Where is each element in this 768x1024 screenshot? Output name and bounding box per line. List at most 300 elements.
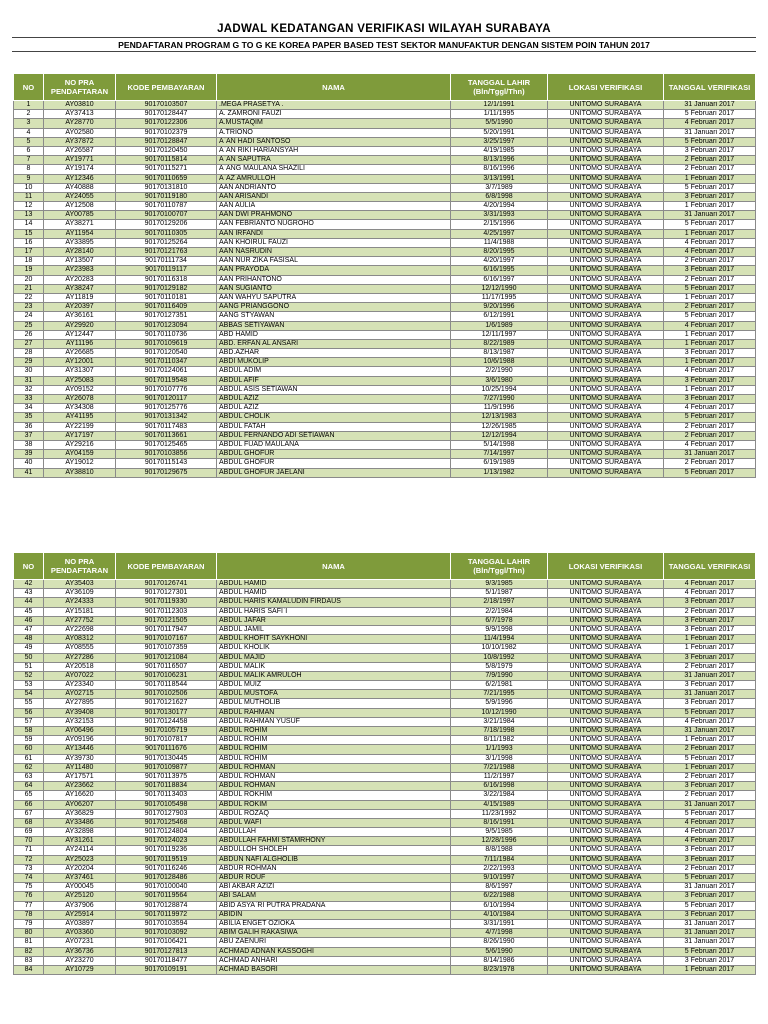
cell-tanggal-lahir: 1/13/1982 [451, 468, 548, 477]
cell-no-pra-pendaftaran: AY06496 [44, 727, 116, 736]
cell-tanggal-lahir: 3/7/1989 [451, 183, 548, 192]
cell-tanggal-verifikasi: 1 Februari 2017 [664, 358, 756, 367]
cell-tanggal-lahir: 6/19/1989 [451, 459, 548, 468]
cell-tanggal-verifikasi: 31 Januari 2017 [664, 101, 756, 110]
cell-no-pra-pendaftaran: AY20397 [44, 303, 116, 312]
cell-no-pra-pendaftaran: AY39730 [44, 754, 116, 763]
table-row [14, 101, 756, 110]
cell-tanggal-lahir: 8/6/1997 [451, 883, 548, 892]
cell-no: 24 [14, 312, 44, 321]
cell-no-pra-pendaftaran: AY15181 [44, 607, 116, 616]
cell-tanggal-verifikasi: 3 Februari 2017 [664, 846, 756, 855]
cell-kode-pembayaran: 90170124458 [116, 717, 217, 726]
cell-kode-pembayaran: 90170107359 [116, 644, 217, 653]
cell-kode-pembayaran: 90170126741 [116, 580, 217, 589]
cell-tanggal-verifikasi: 1 Februari 2017 [664, 385, 756, 394]
table-row [14, 367, 756, 376]
table-row [14, 450, 756, 459]
cell-kode-pembayaran: 90170110181 [116, 293, 217, 302]
cell-lokasi-verifikasi: UNITOMO SURABAYA [548, 358, 664, 367]
cell-lokasi-verifikasi: UNITOMO SURABAYA [548, 910, 664, 919]
cell-nama: ABDUL AZIZ [217, 395, 451, 404]
cell-no: 42 [14, 580, 44, 589]
cell-lokasi-verifikasi: UNITOMO SURABAYA [548, 965, 664, 974]
cell-nama: ABD.AZHAR [217, 349, 451, 358]
cell-tanggal-verifikasi: 3 Februari 2017 [664, 910, 756, 919]
cell-no-pra-pendaftaran: AY37461 [44, 874, 116, 883]
cell-kode-pembayaran: 90170128447 [116, 110, 217, 119]
cell-tanggal-verifikasi: 4 Februari 2017 [664, 404, 756, 413]
cell-nama: ABDUL JAMIL [217, 625, 451, 634]
cell-nama: ABDUL JAFAR [217, 616, 451, 625]
cell-no-pra-pendaftaran: AY36161 [44, 312, 116, 321]
cell-tanggal-lahir: 4/20/1994 [451, 202, 548, 211]
cell-no: 34 [14, 404, 44, 413]
cell-kode-pembayaran: 90170128847 [116, 137, 217, 146]
cell-tanggal-verifikasi: 1 Februari 2017 [664, 736, 756, 745]
cell-nama: AAN AULIA [217, 202, 451, 211]
table-row [14, 791, 756, 800]
table-row [14, 275, 756, 284]
cell-tanggal-verifikasi: 5 Februari 2017 [664, 901, 756, 910]
cell-tanggal-lahir: 5/6/1990 [451, 947, 548, 956]
cell-no-pra-pendaftaran: AY08312 [44, 635, 116, 644]
cell-no-pra-pendaftaran: AY13507 [44, 257, 116, 266]
cell-lokasi-verifikasi: UNITOMO SURABAYA [548, 717, 664, 726]
cell-lokasi-verifikasi: UNITOMO SURABAYA [548, 422, 664, 431]
cell-no-pra-pendaftaran: AY29216 [44, 440, 116, 449]
cell-no-pra-pendaftaran: AY32898 [44, 828, 116, 837]
cell-tanggal-lahir: 1/11/1995 [451, 110, 548, 119]
cell-tanggal-verifikasi: 4 Februari 2017 [664, 119, 756, 128]
cell-no: 12 [14, 202, 44, 211]
cell-lokasi-verifikasi: UNITOMO SURABAYA [548, 431, 664, 440]
cell-no: 54 [14, 690, 44, 699]
cell-nama: ABDULLOH SHOLEH [217, 846, 451, 855]
cell-no: 19 [14, 266, 44, 275]
cell-no-pra-pendaftaran: AY12508 [44, 202, 116, 211]
cell-no-pra-pendaftaran: AY17571 [44, 772, 116, 781]
cell-kode-pembayaran: 90170119564 [116, 892, 217, 901]
cell-tanggal-lahir: 11/17/1995 [451, 293, 548, 302]
cell-tanggal-lahir: 12/11/1997 [451, 330, 548, 339]
cell-nama: AANG PRIANGGONO [217, 303, 451, 312]
cell-no-pra-pendaftaran: AY37872 [44, 137, 116, 146]
schedule-table-1 [13, 73, 756, 478]
cell-no: 15 [14, 229, 44, 238]
cell-no: 21 [14, 284, 44, 293]
cell-tanggal-lahir: 7/18/1998 [451, 727, 548, 736]
cell-no-pra-pendaftaran: AY20283 [44, 275, 116, 284]
cell-kode-pembayaran: 90170103856 [116, 450, 217, 459]
cell-tanggal-lahir: 3/1/1998 [451, 754, 548, 763]
cell-tanggal-verifikasi: 5 Februari 2017 [664, 284, 756, 293]
cell-no-pra-pendaftaran: AY11819 [44, 293, 116, 302]
cell-kode-pembayaran: 90170113661 [116, 431, 217, 440]
cell-lokasi-verifikasi: UNITOMO SURABAYA [548, 736, 664, 745]
table-row [14, 965, 756, 974]
cell-tanggal-verifikasi: 2 Februari 2017 [664, 156, 756, 165]
cell-kode-pembayaran: 90170119180 [116, 192, 217, 201]
cell-tanggal-verifikasi: 1 Februari 2017 [664, 202, 756, 211]
col-header-kode-pembayaran: KODE PEMBAYARAN [116, 74, 217, 101]
cell-kode-pembayaran: 90170124804 [116, 828, 217, 837]
cell-tanggal-verifikasi: 5 Februari 2017 [664, 137, 756, 146]
cell-lokasi-verifikasi: UNITOMO SURABAYA [548, 727, 664, 736]
cell-tanggal-lahir: 4/7/1998 [451, 929, 548, 938]
cell-tanggal-lahir: 8/16/1991 [451, 818, 548, 827]
cell-tanggal-verifikasi: 31 Januari 2017 [664, 690, 756, 699]
cell-tanggal-lahir: 4/25/1997 [451, 229, 548, 238]
cell-kode-pembayaran: 90170103092 [116, 929, 217, 938]
cell-no-pra-pendaftaran: AY11480 [44, 763, 116, 772]
table-row [14, 238, 756, 247]
cell-no-pra-pendaftaran: AY36109 [44, 589, 116, 598]
col-header-nama: NAMA [217, 553, 451, 580]
cell-kode-pembayaran: 90170127813 [116, 947, 217, 956]
cell-kode-pembayaran: 90170119972 [116, 910, 217, 919]
cell-nama: AAN NASRUDIN [217, 248, 451, 257]
cell-kode-pembayaran: 90170125264 [116, 238, 217, 247]
cell-tanggal-verifikasi: 5 Februari 2017 [664, 413, 756, 422]
cell-nama: A.MUSTAQIM [217, 119, 451, 128]
cell-lokasi-verifikasi: UNITOMO SURABAYA [548, 892, 664, 901]
cell-lokasi-verifikasi: UNITOMO SURABAYA [548, 459, 664, 468]
cell-nama: A`ANG MAULANA SHAZILI [217, 165, 451, 174]
cell-kode-pembayaran: 90170117947 [116, 625, 217, 634]
cell-kode-pembayaran: 90170100707 [116, 211, 217, 220]
cell-tanggal-lahir: 5/9/1996 [451, 699, 548, 708]
cell-nama: ABDUL KHOLIK [217, 644, 451, 653]
cell-nama: AAN ANDRIANTO [217, 183, 451, 192]
cell-lokasi-verifikasi: UNITOMO SURABAYA [548, 330, 664, 339]
cell-nama: ABDUR ROUF [217, 874, 451, 883]
cell-tanggal-lahir: 6/22/1988 [451, 892, 548, 901]
cell-nama: ABDUL FATAH [217, 422, 451, 431]
cell-tanggal-lahir: 4/10/1984 [451, 910, 548, 919]
cell-lokasi-verifikasi: UNITOMO SURABAYA [548, 938, 664, 947]
cell-kode-pembayaran: 90170118834 [116, 782, 217, 791]
cell-kode-pembayaran: 90170113403 [116, 791, 217, 800]
cell-no: 55 [14, 699, 44, 708]
cell-tanggal-verifikasi: 1 Februari 2017 [664, 174, 756, 183]
table-row [14, 266, 756, 275]
cell-lokasi-verifikasi: UNITOMO SURABAYA [548, 137, 664, 146]
cell-tanggal-lahir: 2/2/1984 [451, 607, 548, 616]
cell-no: 46 [14, 616, 44, 625]
cell-tanggal-verifikasi: 1 Februari 2017 [664, 763, 756, 772]
cell-no-pra-pendaftaran: AY31261 [44, 837, 116, 846]
cell-no-pra-pendaftaran: AY03810 [44, 101, 116, 110]
cell-lokasi-verifikasi: UNITOMO SURABAYA [548, 376, 664, 385]
cell-tanggal-verifikasi: 3 Februari 2017 [664, 625, 756, 634]
cell-nama: ABDUL FERNANDO ADI SETIAWAN [217, 431, 451, 440]
cell-tanggal-lahir: 11/4/1988 [451, 238, 548, 247]
cell-lokasi-verifikasi: UNITOMO SURABAYA [548, 440, 664, 449]
cell-tanggal-verifikasi: 4 Februari 2017 [664, 248, 756, 257]
cell-kode-pembayaran: 90170119548 [116, 376, 217, 385]
cell-nama: A.TRIONO [217, 128, 451, 137]
cell-no-pra-pendaftaran: AY23983 [44, 266, 116, 275]
cell-no: 39 [14, 450, 44, 459]
cell-tanggal-lahir: 8/16/1996 [451, 165, 548, 174]
cell-kode-pembayaran: 90170124061 [116, 367, 217, 376]
cell-nama: ABD HAMID [217, 330, 451, 339]
cell-kode-pembayaran: 90170120117 [116, 395, 217, 404]
table-row [14, 284, 756, 293]
cell-lokasi-verifikasi: UNITOMO SURABAYA [548, 635, 664, 644]
cell-kode-pembayaran: 90170119519 [116, 855, 217, 864]
cell-tanggal-lahir: 8/14/1986 [451, 956, 548, 965]
cell-kode-pembayaran: 90170106231 [116, 671, 217, 680]
cell-tanggal-verifikasi: 2 Februari 2017 [664, 165, 756, 174]
cell-kode-pembayaran: 90170115143 [116, 459, 217, 468]
cell-no-pra-pendaftaran: AY31307 [44, 367, 116, 376]
cell-lokasi-verifikasi: UNITOMO SURABAYA [548, 644, 664, 653]
table-row [14, 349, 756, 358]
cell-nama: ABD. ERFAN AL ANSARI [217, 339, 451, 348]
table-row [14, 156, 756, 165]
schedule-table-2 [13, 552, 756, 975]
cell-tanggal-lahir: 8/20/1995 [451, 248, 548, 257]
cell-lokasi-verifikasi: UNITOMO SURABAYA [548, 855, 664, 864]
cell-nama: ABDUL KHOFIT SAYKHONI [217, 635, 451, 644]
cell-lokasi-verifikasi: UNITOMO SURABAYA [548, 110, 664, 119]
cell-tanggal-verifikasi: 2 Februari 2017 [664, 431, 756, 440]
cell-nama: ABDUL AFIF [217, 376, 451, 385]
table-row [14, 708, 756, 717]
cell-no: 53 [14, 681, 44, 690]
cell-kode-pembayaran: 90170120540 [116, 349, 217, 358]
cell-tanggal-verifikasi: 4 Februari 2017 [664, 440, 756, 449]
cell-lokasi-verifikasi: UNITOMO SURABAYA [548, 598, 664, 607]
cell-lokasi-verifikasi: UNITOMO SURABAYA [548, 883, 664, 892]
cell-tanggal-lahir: 3/6/1980 [451, 376, 548, 385]
cell-nama: ACHMAD BASORI [217, 965, 451, 974]
cell-no-pra-pendaftaran: AY10729 [44, 965, 116, 974]
cell-tanggal-verifikasi: 31 Januari 2017 [664, 128, 756, 137]
table-row [14, 745, 756, 754]
cell-lokasi-verifikasi: UNITOMO SURABAYA [548, 468, 664, 477]
cell-no-pra-pendaftaran: AY38810 [44, 468, 116, 477]
cell-no: 68 [14, 818, 44, 827]
table-row [14, 192, 756, 201]
cell-tanggal-verifikasi: 4 Februari 2017 [664, 238, 756, 247]
table-row [14, 607, 756, 616]
cell-tanggal-verifikasi: 3 Februari 2017 [664, 855, 756, 864]
cell-tanggal-verifikasi: 1 Februari 2017 [664, 644, 756, 653]
table-header [14, 553, 756, 580]
table-row [14, 146, 756, 155]
table-row [14, 690, 756, 699]
cell-lokasi-verifikasi: UNITOMO SURABAYA [548, 101, 664, 110]
cell-nama: ABDUL MUIZ [217, 681, 451, 690]
cell-kode-pembayaran: 90170117483 [116, 422, 217, 431]
cell-nama: ABDUL WAFI [217, 818, 451, 827]
cell-no-pra-pendaftaran: AY09152 [44, 385, 116, 394]
cell-no: 69 [14, 828, 44, 837]
cell-no-pra-pendaftaran: AY29920 [44, 321, 116, 330]
cell-lokasi-verifikasi: UNITOMO SURABAYA [548, 616, 664, 625]
cell-nama: ABDUL ASIS SETIAWAN [217, 385, 451, 394]
cell-no-pra-pendaftaran: AY38247 [44, 284, 116, 293]
cell-lokasi-verifikasi: UNITOMO SURABAYA [548, 293, 664, 302]
cell-tanggal-lahir: 12/28/1996 [451, 837, 548, 846]
cell-kode-pembayaran: 90170121505 [116, 616, 217, 625]
table-row [14, 919, 756, 928]
cell-tanggal-verifikasi: 2 Februari 2017 [664, 257, 756, 266]
cell-lokasi-verifikasi: UNITOMO SURABAYA [548, 220, 664, 229]
cell-nama: ABDUL ROKIM [217, 800, 451, 809]
cell-tanggal-verifikasi: 3 Februari 2017 [664, 146, 756, 155]
cell-tanggal-lahir: 11/4/1994 [451, 635, 548, 644]
cell-no: 73 [14, 864, 44, 873]
cell-no-pra-pendaftaran: AY19771 [44, 156, 116, 165]
cell-kode-pembayaran: 90170115271 [116, 165, 217, 174]
table-body [14, 580, 756, 975]
cell-no: 7 [14, 156, 44, 165]
cell-tanggal-lahir: 12/12/1990 [451, 284, 548, 293]
cell-no-pra-pendaftaran: AY11196 [44, 339, 116, 348]
table-row [14, 635, 756, 644]
cell-tanggal-verifikasi: 2 Februari 2017 [664, 662, 756, 671]
cell-lokasi-verifikasi: UNITOMO SURABAYA [548, 690, 664, 699]
cell-nama: AAN NUR ZIKA FASISAL [217, 257, 451, 266]
cell-tanggal-lahir: 11/2/1997 [451, 772, 548, 781]
cell-nama: AAN KHOIRUL FAUZI [217, 238, 451, 247]
cell-no-pra-pendaftaran: AY00045 [44, 883, 116, 892]
cell-tanggal-lahir: 5/5/1990 [451, 119, 548, 128]
cell-nama: ABDUL MUSTOFA [217, 690, 451, 699]
cell-tanggal-lahir: 11/9/1996 [451, 404, 548, 413]
cell-nama: ABDUL RAHMAN [217, 708, 451, 717]
cell-no-pra-pendaftaran: AY00785 [44, 211, 116, 220]
cell-lokasi-verifikasi: UNITOMO SURABAYA [548, 809, 664, 818]
cell-no-pra-pendaftaran: AY25023 [44, 855, 116, 864]
cell-nama: ABDULLAH [217, 828, 451, 837]
cell-no: 82 [14, 947, 44, 956]
cell-nama: AAN DWI PRAHMONO [217, 211, 451, 220]
cell-kode-pembayaran: 90170125465 [116, 440, 217, 449]
cell-no-pra-pendaftaran: AY13446 [44, 745, 116, 754]
cell-kode-pembayaran: 90170105719 [116, 727, 217, 736]
cell-lokasi-verifikasi: UNITOMO SURABAYA [548, 589, 664, 598]
cell-no: 50 [14, 653, 44, 662]
cell-kode-pembayaran: 90170123094 [116, 321, 217, 330]
cell-tanggal-lahir: 10/25/1994 [451, 385, 548, 394]
cell-no: 17 [14, 248, 44, 257]
cell-no: 84 [14, 965, 44, 974]
cell-tanggal-lahir: 10/12/1990 [451, 708, 548, 717]
cell-nama: A`AN RIKI HARIANSYAH [217, 146, 451, 155]
cell-nama: AAN SUGIANTO [217, 284, 451, 293]
cell-no-pra-pendaftaran: AY08555 [44, 644, 116, 653]
cell-no: 64 [14, 782, 44, 791]
cell-nama: ABDUL FUAD MAULANA [217, 440, 451, 449]
cell-nama: A`AZ AMRULLOH [217, 174, 451, 183]
cell-no-pra-pendaftaran: AY04159 [44, 450, 116, 459]
cell-tanggal-lahir: 11/23/1992 [451, 809, 548, 818]
cell-no: 79 [14, 919, 44, 928]
cell-no-pra-pendaftaran: AY25914 [44, 910, 116, 919]
table-row [14, 644, 756, 653]
cell-lokasi-verifikasi: UNITOMO SURABAYA [548, 165, 664, 174]
cell-lokasi-verifikasi: UNITOMO SURABAYA [548, 708, 664, 717]
cell-no: 48 [14, 635, 44, 644]
cell-no: 56 [14, 708, 44, 717]
cell-no-pra-pendaftaran: AY23340 [44, 681, 116, 690]
cell-nama: ABBAS SETIYAWAN [217, 321, 451, 330]
table-row [14, 938, 756, 947]
cell-lokasi-verifikasi: UNITOMO SURABAYA [548, 901, 664, 910]
cell-tanggal-verifikasi: 4 Februari 2017 [664, 717, 756, 726]
cell-tanggal-verifikasi: 3 Februari 2017 [664, 598, 756, 607]
cell-nama: ABDUL CHOLIK [217, 413, 451, 422]
cell-nama: ABDUL MALIK AMRULOH [217, 671, 451, 680]
cell-tanggal-verifikasi: 2 Februari 2017 [664, 791, 756, 800]
cell-no: 35 [14, 413, 44, 422]
table-row [14, 321, 756, 330]
cell-nama: ABDUL GHOFUR [217, 459, 451, 468]
table-row [14, 736, 756, 745]
cell-tanggal-lahir: 7/11/1984 [451, 855, 548, 864]
cell-kode-pembayaran: 90170102506 [116, 690, 217, 699]
cell-tanggal-lahir: 8/13/1996 [451, 156, 548, 165]
cell-nama: AANG STYAWAN [217, 312, 451, 321]
table-row [14, 395, 756, 404]
cell-no-pra-pendaftaran: AY07231 [44, 938, 116, 947]
cell-nama: ABDUL MAJID [217, 653, 451, 662]
cell-kode-pembayaran: 90170130445 [116, 754, 217, 763]
table-row [14, 874, 756, 883]
cell-lokasi-verifikasi: UNITOMO SURABAYA [548, 202, 664, 211]
cell-lokasi-verifikasi: UNITOMO SURABAYA [548, 367, 664, 376]
title-rule-top [12, 37, 756, 38]
cell-lokasi-verifikasi: UNITOMO SURABAYA [548, 800, 664, 809]
col-header-tanggal-lahir: TANGGAL LAHIR (Bln/Tggl/Thn) [451, 74, 548, 101]
cell-no-pra-pendaftaran: AY23270 [44, 956, 116, 965]
cell-no: 18 [14, 257, 44, 266]
cell-kode-pembayaran: 90170128486 [116, 874, 217, 883]
cell-no: 2 [14, 110, 44, 119]
cell-tanggal-verifikasi: 5 Februari 2017 [664, 809, 756, 818]
cell-tanggal-verifikasi: 5 Februari 2017 [664, 947, 756, 956]
cell-no-pra-pendaftaran: AY28140 [44, 248, 116, 257]
cell-tanggal-verifikasi: 5 Februari 2017 [664, 708, 756, 717]
page-subtitle: PENDAFTARAN PROGRAM G TO G KE KOREA PAPER BASED TEST SEKTOR MANUFAKTUR DENGAN SISTEM POIN TAHUN 2017 [118, 40, 650, 50]
cell-nama: ABDUL ROHIM [217, 745, 451, 754]
cell-tanggal-lahir: 6/16/1997 [451, 275, 548, 284]
table-row [14, 589, 756, 598]
cell-no-pra-pendaftaran: AY26078 [44, 395, 116, 404]
cell-no: 62 [14, 763, 44, 772]
cell-nama: ABDUL HAMID [217, 589, 451, 598]
cell-no: 5 [14, 137, 44, 146]
col-header-nama: NAMA [217, 74, 451, 101]
cell-lokasi-verifikasi: UNITOMO SURABAYA [548, 257, 664, 266]
cell-no-pra-pendaftaran: AY17197 [44, 431, 116, 440]
col-header-tanggal-verifikasi: TANGGAL VERIFIKASI [664, 74, 756, 101]
cell-lokasi-verifikasi: UNITOMO SURABAYA [548, 450, 664, 459]
cell-no-pra-pendaftaran: AY02715 [44, 690, 116, 699]
cell-lokasi-verifikasi: UNITOMO SURABAYA [548, 211, 664, 220]
table-row [14, 174, 756, 183]
cell-no-pra-pendaftaran: AY24055 [44, 192, 116, 201]
cell-nama: ABDUL RAHMAN YUSUF [217, 717, 451, 726]
cell-lokasi-verifikasi: UNITOMO SURABAYA [548, 837, 664, 846]
table-row [14, 772, 756, 781]
cell-tanggal-verifikasi: 31 Januari 2017 [664, 800, 756, 809]
